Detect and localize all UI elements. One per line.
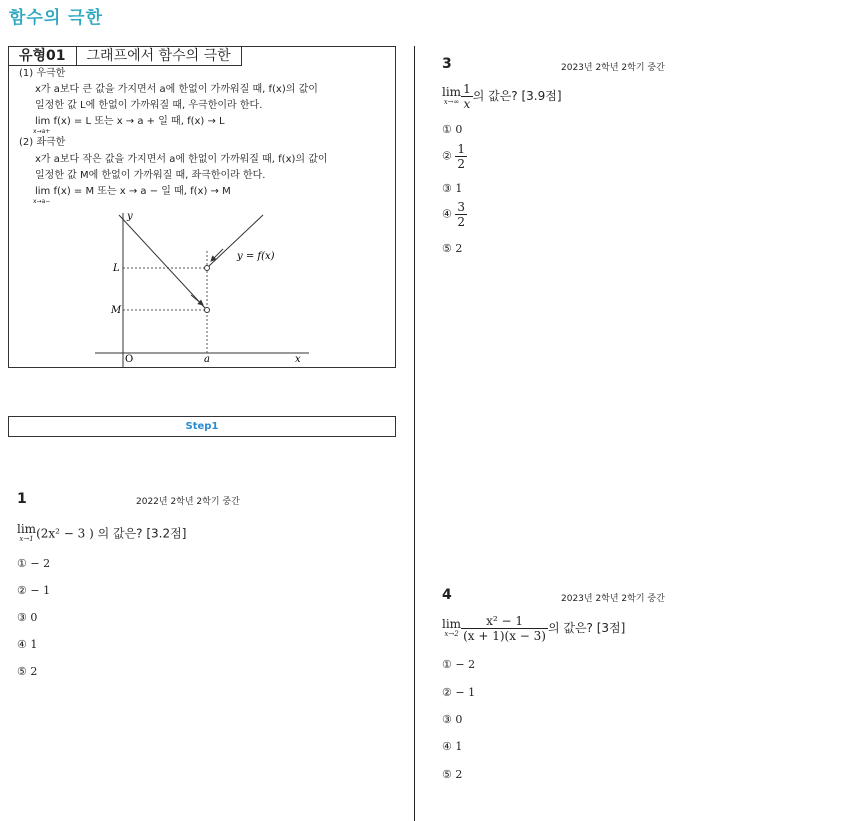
step-bar: Step1 (8, 416, 396, 437)
question-4-choice-3[interactable]: ③ 0 (442, 713, 463, 726)
question-1-number: 1 (17, 491, 27, 507)
right-limit-formula-sub: x→a+ (33, 128, 51, 135)
right-limit-line1: x가 a보다 큰 값을 가지면서 a에 한없이 가까워질 때, f(x)의 값이 (35, 84, 318, 95)
open-point-L (205, 266, 210, 271)
question-4-choice-2[interactable]: ② − 1 (442, 686, 476, 699)
type-badge: 유형01 (9, 47, 77, 66)
question-1-choice-2[interactable]: ② − 1 (17, 584, 51, 597)
concept-header (9, 47, 242, 65)
question-4-choice-5[interactable]: ⑤ 2 (442, 768, 463, 781)
a-label: a (204, 354, 210, 365)
left-branch (119, 215, 205, 308)
limit-graph (9, 207, 395, 367)
question-4-choice-4[interactable]: ④ 1 (442, 740, 463, 753)
question-1-source: 2022년 2학년 2학기 중간 (136, 497, 240, 507)
left-limit-formula-sub: x→a− (33, 198, 51, 205)
question-3-number: 3 (442, 56, 452, 72)
right-limit-line2: 일정한 값 L에 한없이 가까워질 때, 우극한이라 한다. (35, 100, 263, 111)
left-limit-line1: x가 a보다 작은 값을 가지면서 a에 한없이 가까워질 때, f(x)의 값이 (35, 154, 328, 165)
question-4-number: 4 (442, 587, 452, 603)
left-limit-formula: lim f(x) = M 또는 x → a − 일 때, f(x) → M (35, 186, 231, 197)
question-3-choice-1[interactable]: ① 0 (442, 123, 463, 136)
question-3-source: 2023년 2학년 2학기 중간 (561, 63, 665, 73)
page-title: 함수의 극한 (9, 8, 104, 28)
question-3-choice-5[interactable]: ⑤ 2 (442, 242, 463, 255)
question-1-choice-4[interactable]: ④ 1 (17, 638, 38, 651)
x-axis-label: x (295, 354, 301, 365)
question-4-source: 2023년 2학년 2학기 중간 (561, 594, 665, 604)
right-limit-title: (1) 우극한 (19, 68, 66, 79)
y-axis-label: y (127, 211, 133, 222)
curve-label: y = f(x) (237, 251, 275, 262)
column-divider (414, 46, 415, 821)
concept-box (8, 46, 396, 368)
question-1-choice-1[interactable]: ① − 2 (17, 557, 51, 570)
origin-label: O (125, 354, 134, 365)
question-1-text: lim x→1 (2x² − 3 ) 의 값은? [3.2점] (17, 522, 187, 543)
question-4-choice-1[interactable]: ① − 2 (442, 658, 476, 671)
question-1-choice-5[interactable]: ⑤ 2 (17, 665, 38, 678)
question-3-choice-3[interactable]: ③ 1 (442, 182, 463, 195)
question-4-text: lim x→2 $\frac{\text{x² − 1}}{(x + 1)(x - 3)}$ 의 값은? [3점] (442, 614, 626, 643)
right-limit-formula: lim f(x) = L 또는 x → a + 일 때, f(x) → L (35, 116, 225, 127)
open-point-M (205, 308, 210, 313)
L-label: L (113, 263, 120, 274)
left-limit-title: (2) 좌극한 (19, 137, 66, 148)
M-label: M (111, 305, 122, 316)
question-1-choice-3[interactable]: ③ 0 (17, 611, 38, 624)
question-3-text: lim x→∞ $\frac{1}{x}$ 의 값은? [3.9점] (442, 82, 562, 111)
left-limit-line2: 일정한 값 M에 한없이 가까워질 때, 좌극한이라 한다. (35, 170, 266, 181)
type-heading: 그래프에서 함수의 극한 (77, 47, 242, 66)
question-3-choice-2[interactable]: ② $\frac{1}{2}$ (442, 142, 466, 171)
question-3-choice-4[interactable]: ④ $\frac{3}{2}$ (442, 200, 466, 229)
